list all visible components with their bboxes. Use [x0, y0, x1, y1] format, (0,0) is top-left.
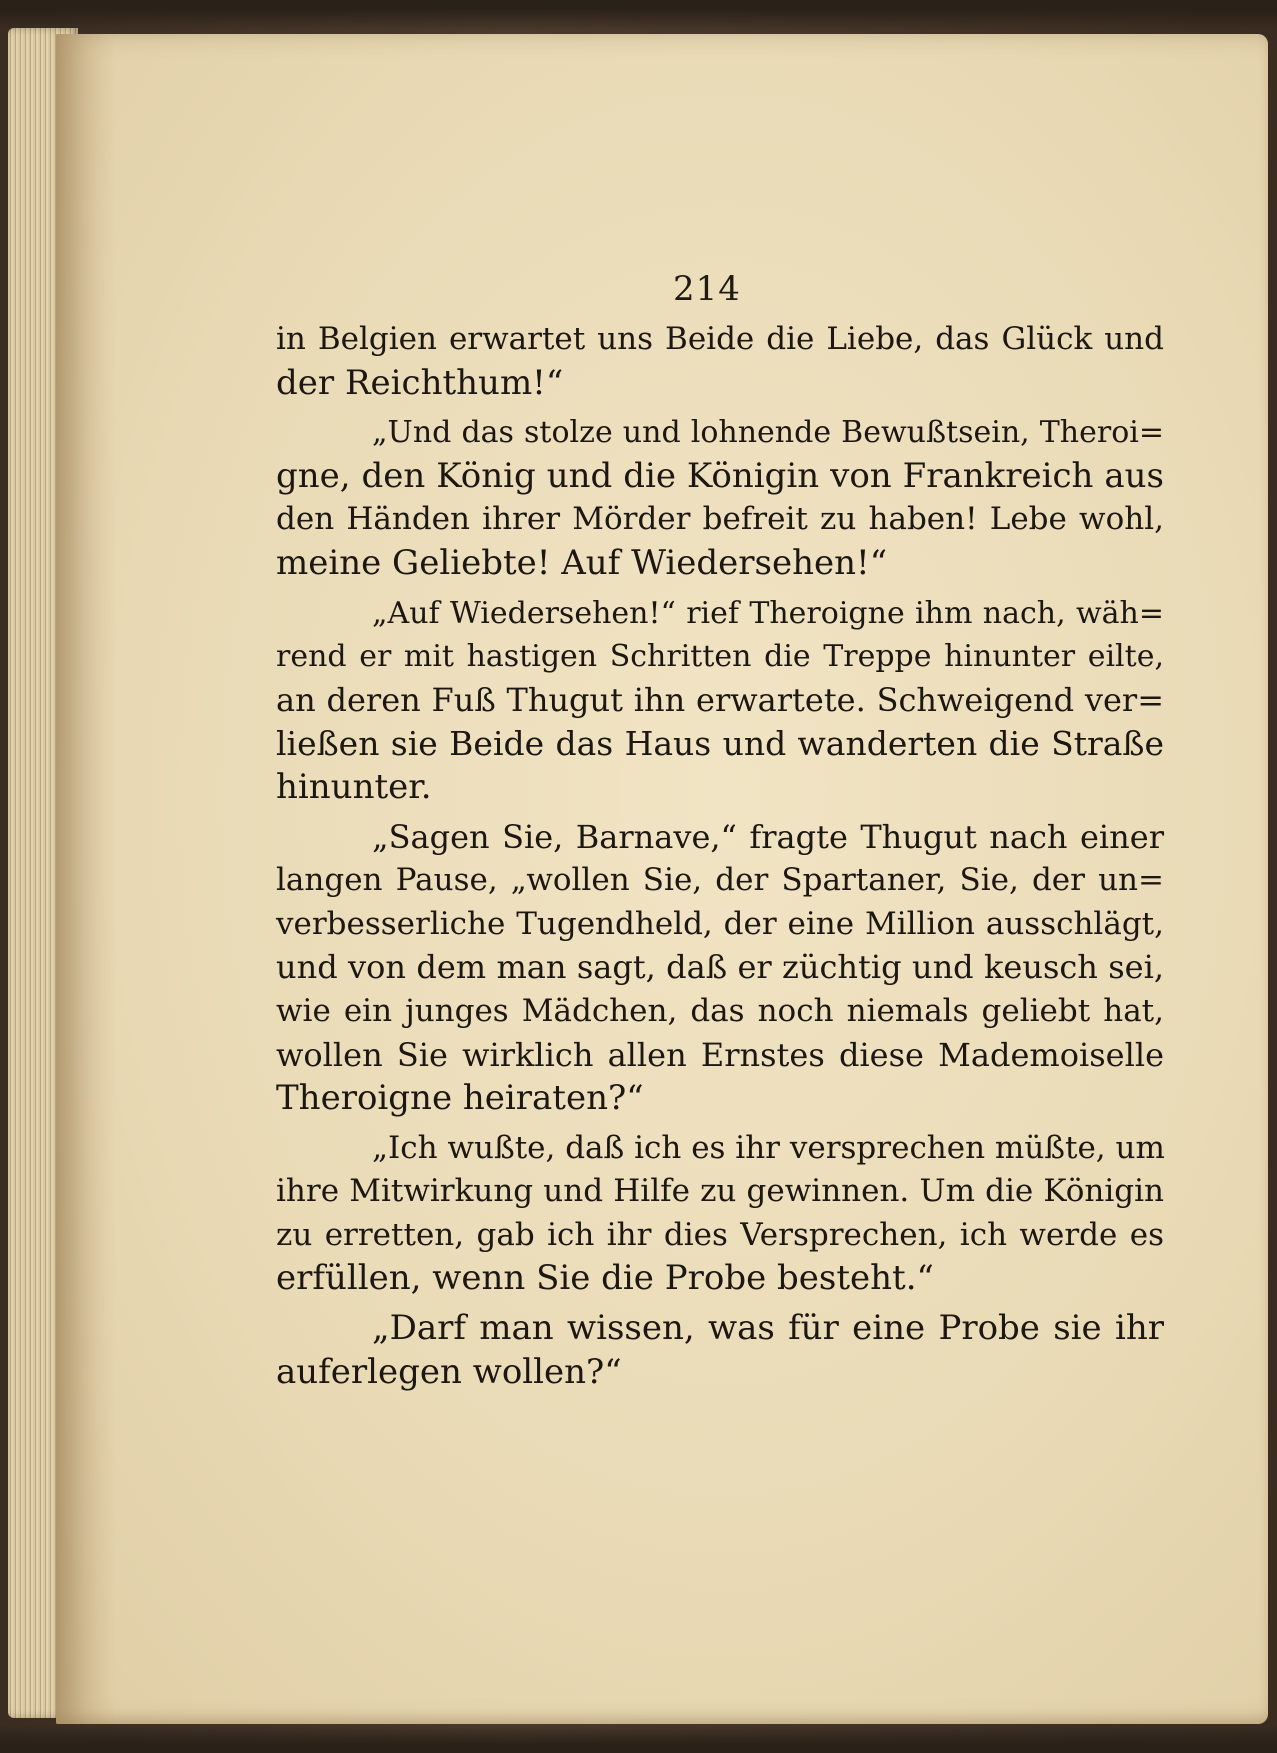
text-line: „Sagen Sie, Barnave,“ fragte Thugut nach einer — [372, 817, 1164, 856]
text-line: und von dem man sagt, daß er züchtig und keusch sei, — [276, 948, 1164, 987]
text-line: rend er mit hastigen Schritten die Treppe hinunter eilte, — [276, 639, 1164, 675]
text-line: „Auf Wiedersehen!“ rief Theroigne ihm nach, wäh= — [372, 595, 1164, 631]
paragraph — [276, 411, 1164, 585]
paragraph — [276, 1127, 1164, 1301]
text-line: „Darf man wissen, was für eine Probe sie ihr — [372, 1308, 1164, 1349]
text-line: hinunter. — [276, 766, 432, 807]
text-line: der Reichthum!“ — [276, 362, 564, 403]
text-line: Theroigne heiraten?“ — [276, 1078, 644, 1119]
paragraph — [276, 1307, 1164, 1394]
paragraph — [276, 318, 1164, 405]
page-number: 214 — [673, 269, 741, 309]
paragraph — [276, 816, 1164, 1121]
text-line: gne, den König und die Königin von Frankreich aus — [276, 455, 1164, 496]
text-line: ließen sie Beide das Haus und wanderten die Straße — [276, 724, 1164, 764]
text-line: wollen Sie wirklich allen Ernstes diese Mademoiselle — [276, 1035, 1164, 1074]
text-line: ihre Mitwirkung und Hilfe zu gewinnen. Um die Königin — [276, 1173, 1164, 1210]
text-line: zu erretten, gab ich ihr dies Versprechen, ich werde es — [276, 1216, 1164, 1253]
text-line: „Und das stolze und lohnende Bewußtsein, Theroi= — [372, 415, 1164, 451]
text-line: auferlegen wollen?“ — [276, 1351, 622, 1392]
text-line: wie ein junges Mädchen, das noch niemals geliebt hat, — [276, 992, 1164, 1029]
text-line: meine Geliebte! Auf Wiedersehen!“ — [276, 542, 888, 583]
text-line: verbesserliche Tugendheld, der eine Million ausschlägt, — [276, 905, 1164, 942]
text-line: „Ich wußte, daß ich es ihr versprechen müßte, um — [372, 1129, 1165, 1166]
text-line: an deren Fuß Thugut ihn erwartete. Schweigend ver= — [276, 680, 1164, 719]
scan-top-shadow — [0, 0, 1277, 30]
body-text — [276, 318, 1164, 1400]
scan-bottom-shadow — [0, 1725, 1277, 1753]
text-line: den Händen ihrer Mörder befreit zu haben! Lebe wohl, — [276, 501, 1164, 538]
text-line: erfüllen, wenn Sie die Probe besteht.“ — [276, 1258, 934, 1299]
text-line: in Belgien erwartet uns Beide die Liebe, das Glück und — [276, 321, 1164, 357]
paragraph — [276, 592, 1164, 810]
text-line: langen Pause, „wollen Sie, der Spartaner, Sie, der un= — [276, 862, 1164, 899]
